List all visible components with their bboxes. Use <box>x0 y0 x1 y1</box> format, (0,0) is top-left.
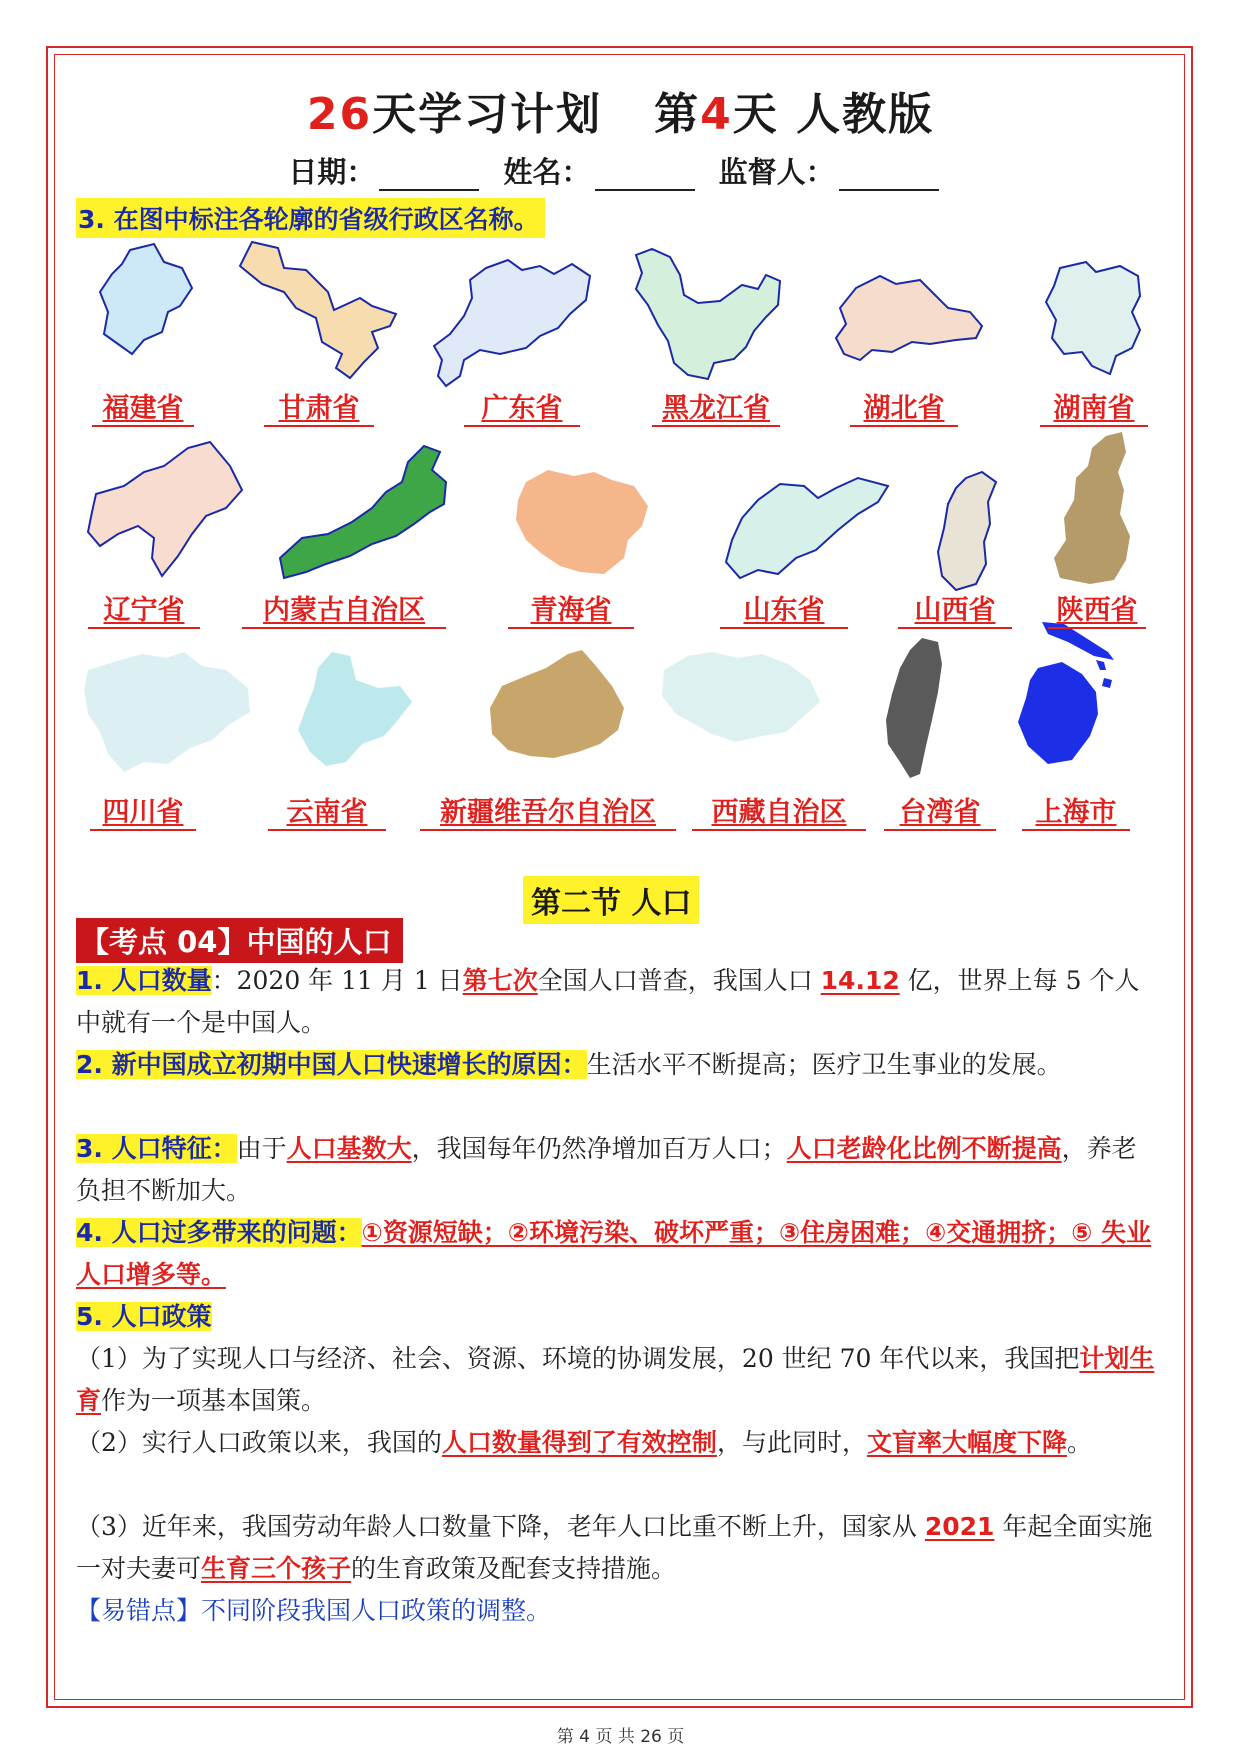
paragraph-1 <box>76 960 1161 1044</box>
title-days-number: 26 <box>306 89 373 140</box>
province-map-shanxi <box>930 468 1002 592</box>
province-map-shandong <box>718 474 898 586</box>
p5-3-text-3: 的生育政策及配套支持措施。 <box>351 1554 677 1583</box>
paragraph-2 <box>76 1044 1161 1086</box>
p5-3-text-2: 年起全面实施一对夫妻可 <box>76 1512 1153 1583</box>
province-label-17: 台湾省 <box>884 790 996 831</box>
p5-2-text-2: ，与此同时， <box>716 1428 867 1457</box>
p5-3-answer-2: 生育三个孩子 <box>201 1554 352 1583</box>
p1-answer-1: 第七次 <box>462 966 538 995</box>
province-map-xinjiang <box>482 646 632 764</box>
p1-tag: 1. 人口数量 <box>76 966 212 995</box>
p1-text-2: 全国人口普查，我国人口 <box>537 966 821 995</box>
name-label: 姓名： <box>503 155 591 189</box>
p3-text-2: ，我国每年仍然净增加百万人口； <box>411 1134 787 1163</box>
p4-answer-1: ①资源短缺；②环境污染、破坏严重；③住房困难；④交通拥挤；⑤ 失业人口增多等。 <box>76 1218 1152 1289</box>
supervisor-label: 监督人： <box>718 155 835 189</box>
p5-1-text-2: 作为一项基本国策。 <box>101 1386 327 1415</box>
p5-2-answer-2: 文盲率大幅度下降 <box>866 1428 1067 1457</box>
p2-text-1: 生活水平不断提高；医疗卫生事业的发展。 <box>586 1050 1062 1079</box>
province-map-fujian <box>92 240 202 358</box>
date-label: 日期： <box>288 155 376 189</box>
p5-1-answer-1: 计划生育 <box>76 1344 1155 1415</box>
province-label-14: 云南省 <box>268 790 386 831</box>
kaodian-heading: 【考点 04】中国的人口 <box>76 918 403 963</box>
info-line <box>0 150 1241 191</box>
title-day-number: 4 <box>700 89 733 140</box>
title-text-2: 天 人教版 <box>732 89 935 140</box>
province-map-heilongjiang <box>628 245 788 385</box>
province-label-16: 西藏自治区 <box>692 790 866 831</box>
error-tip: 【易错点】不同阶段我国人口政策的调整。 <box>76 1596 552 1625</box>
province-map-qinghai <box>508 462 658 582</box>
paragraph-5-3 <box>76 1506 1161 1590</box>
p5-2-text-1: （2）实行人口政策以来，我国的 <box>76 1428 442 1457</box>
p1-text-1: ：2020 年 11 月 1 日 <box>211 966 463 995</box>
paragraph-5-2 <box>76 1422 1161 1464</box>
paragraph-5-1 <box>76 1338 1161 1422</box>
p1-text-3: 亿，世界上每 5 个人中就有一个是中国人。 <box>76 966 1140 1037</box>
question-3: 3. 在图中标注各轮廓的省级行政区名称。 <box>76 198 545 238</box>
paragraph-4 <box>76 1212 1161 1296</box>
province-label-3: 广东省 <box>464 386 580 427</box>
province-map-shaanxi <box>1048 428 1138 588</box>
p5-2-text-3: 。 <box>1066 1428 1092 1457</box>
province-map-liaoning <box>82 438 252 588</box>
name-blank[interactable] <box>595 163 695 191</box>
p3-answer-1: 人口基数大 <box>286 1134 412 1163</box>
p1-answer-2: 14.12 <box>820 966 900 995</box>
province-map-yunnan <box>288 644 418 774</box>
paragraph-3 <box>76 1128 1161 1212</box>
p3-answer-2: 人口老龄化比例不断提高 <box>786 1134 1062 1163</box>
province-label-15: 新疆维吾尔自治区 <box>420 790 676 831</box>
p3-tag: 3. 人口特征： <box>76 1134 237 1163</box>
province-label-9: 青海省 <box>508 588 634 629</box>
title-text-1: 天学习计划 第 <box>372 89 701 140</box>
p3-text-3: ，养老负担不断加大。 <box>76 1134 1137 1205</box>
province-map-guangdong <box>430 250 600 390</box>
province-label-18: 上海市 <box>1022 790 1130 831</box>
province-label-4: 黑龙江省 <box>652 386 780 427</box>
page-footer: 第 4 页 共 26 页 <box>556 1727 685 1747</box>
province-label-7: 辽宁省 <box>88 588 200 629</box>
province-label-2: 甘肃省 <box>264 386 374 427</box>
p5-tag: 5. 人口政策 <box>76 1302 212 1331</box>
province-label-6: 湖南省 <box>1040 386 1148 427</box>
page-title <box>0 78 1241 142</box>
p2-tag: 2. 新中国成立初期中国人口快速增长的原因： <box>76 1050 587 1079</box>
province-label-13: 四川省 <box>90 790 196 831</box>
paragraph-5 <box>76 1296 1161 1338</box>
p5-2-answer-1: 人口数量得到了有效控制 <box>441 1428 717 1457</box>
province-label-8: 内蒙古自治区 <box>242 588 446 629</box>
p3-text-1: 由于 <box>236 1134 287 1163</box>
province-map-inner-mongolia <box>272 438 462 588</box>
section-title: 第二节 人口 <box>523 876 699 924</box>
p5-1-text-1: （1）为了实现人口与经济、社会、资源、环境的协调发展，20 世纪 70 年代以来，我国把 <box>76 1344 1080 1373</box>
province-label-11: 山西省 <box>898 588 1012 629</box>
province-map-gansu <box>232 236 402 384</box>
p5-3-answer-1: 2021 <box>924 1512 995 1541</box>
province-label-10: 山东省 <box>720 588 848 629</box>
province-map-xizang <box>654 644 824 750</box>
province-map-hubei <box>832 268 992 378</box>
p5-3-text-1: （3）近年来，我国劳动年龄人口数量下降，老年人口比重不断上升，国家从 <box>76 1512 925 1541</box>
province-map-sichuan <box>78 644 258 780</box>
date-blank[interactable] <box>379 163 479 191</box>
supervisor-blank[interactable] <box>839 163 939 191</box>
province-label-1: 福建省 <box>92 386 194 427</box>
province-label-12: 陕西省 <box>1048 588 1146 629</box>
province-map-hunan <box>1040 258 1150 380</box>
province-map-shanghai <box>1014 612 1126 772</box>
province-map-taiwan <box>880 634 950 782</box>
province-label-5: 湖北省 <box>850 386 958 427</box>
p4-tag: 4. 人口过多带来的问题： <box>76 1218 362 1247</box>
